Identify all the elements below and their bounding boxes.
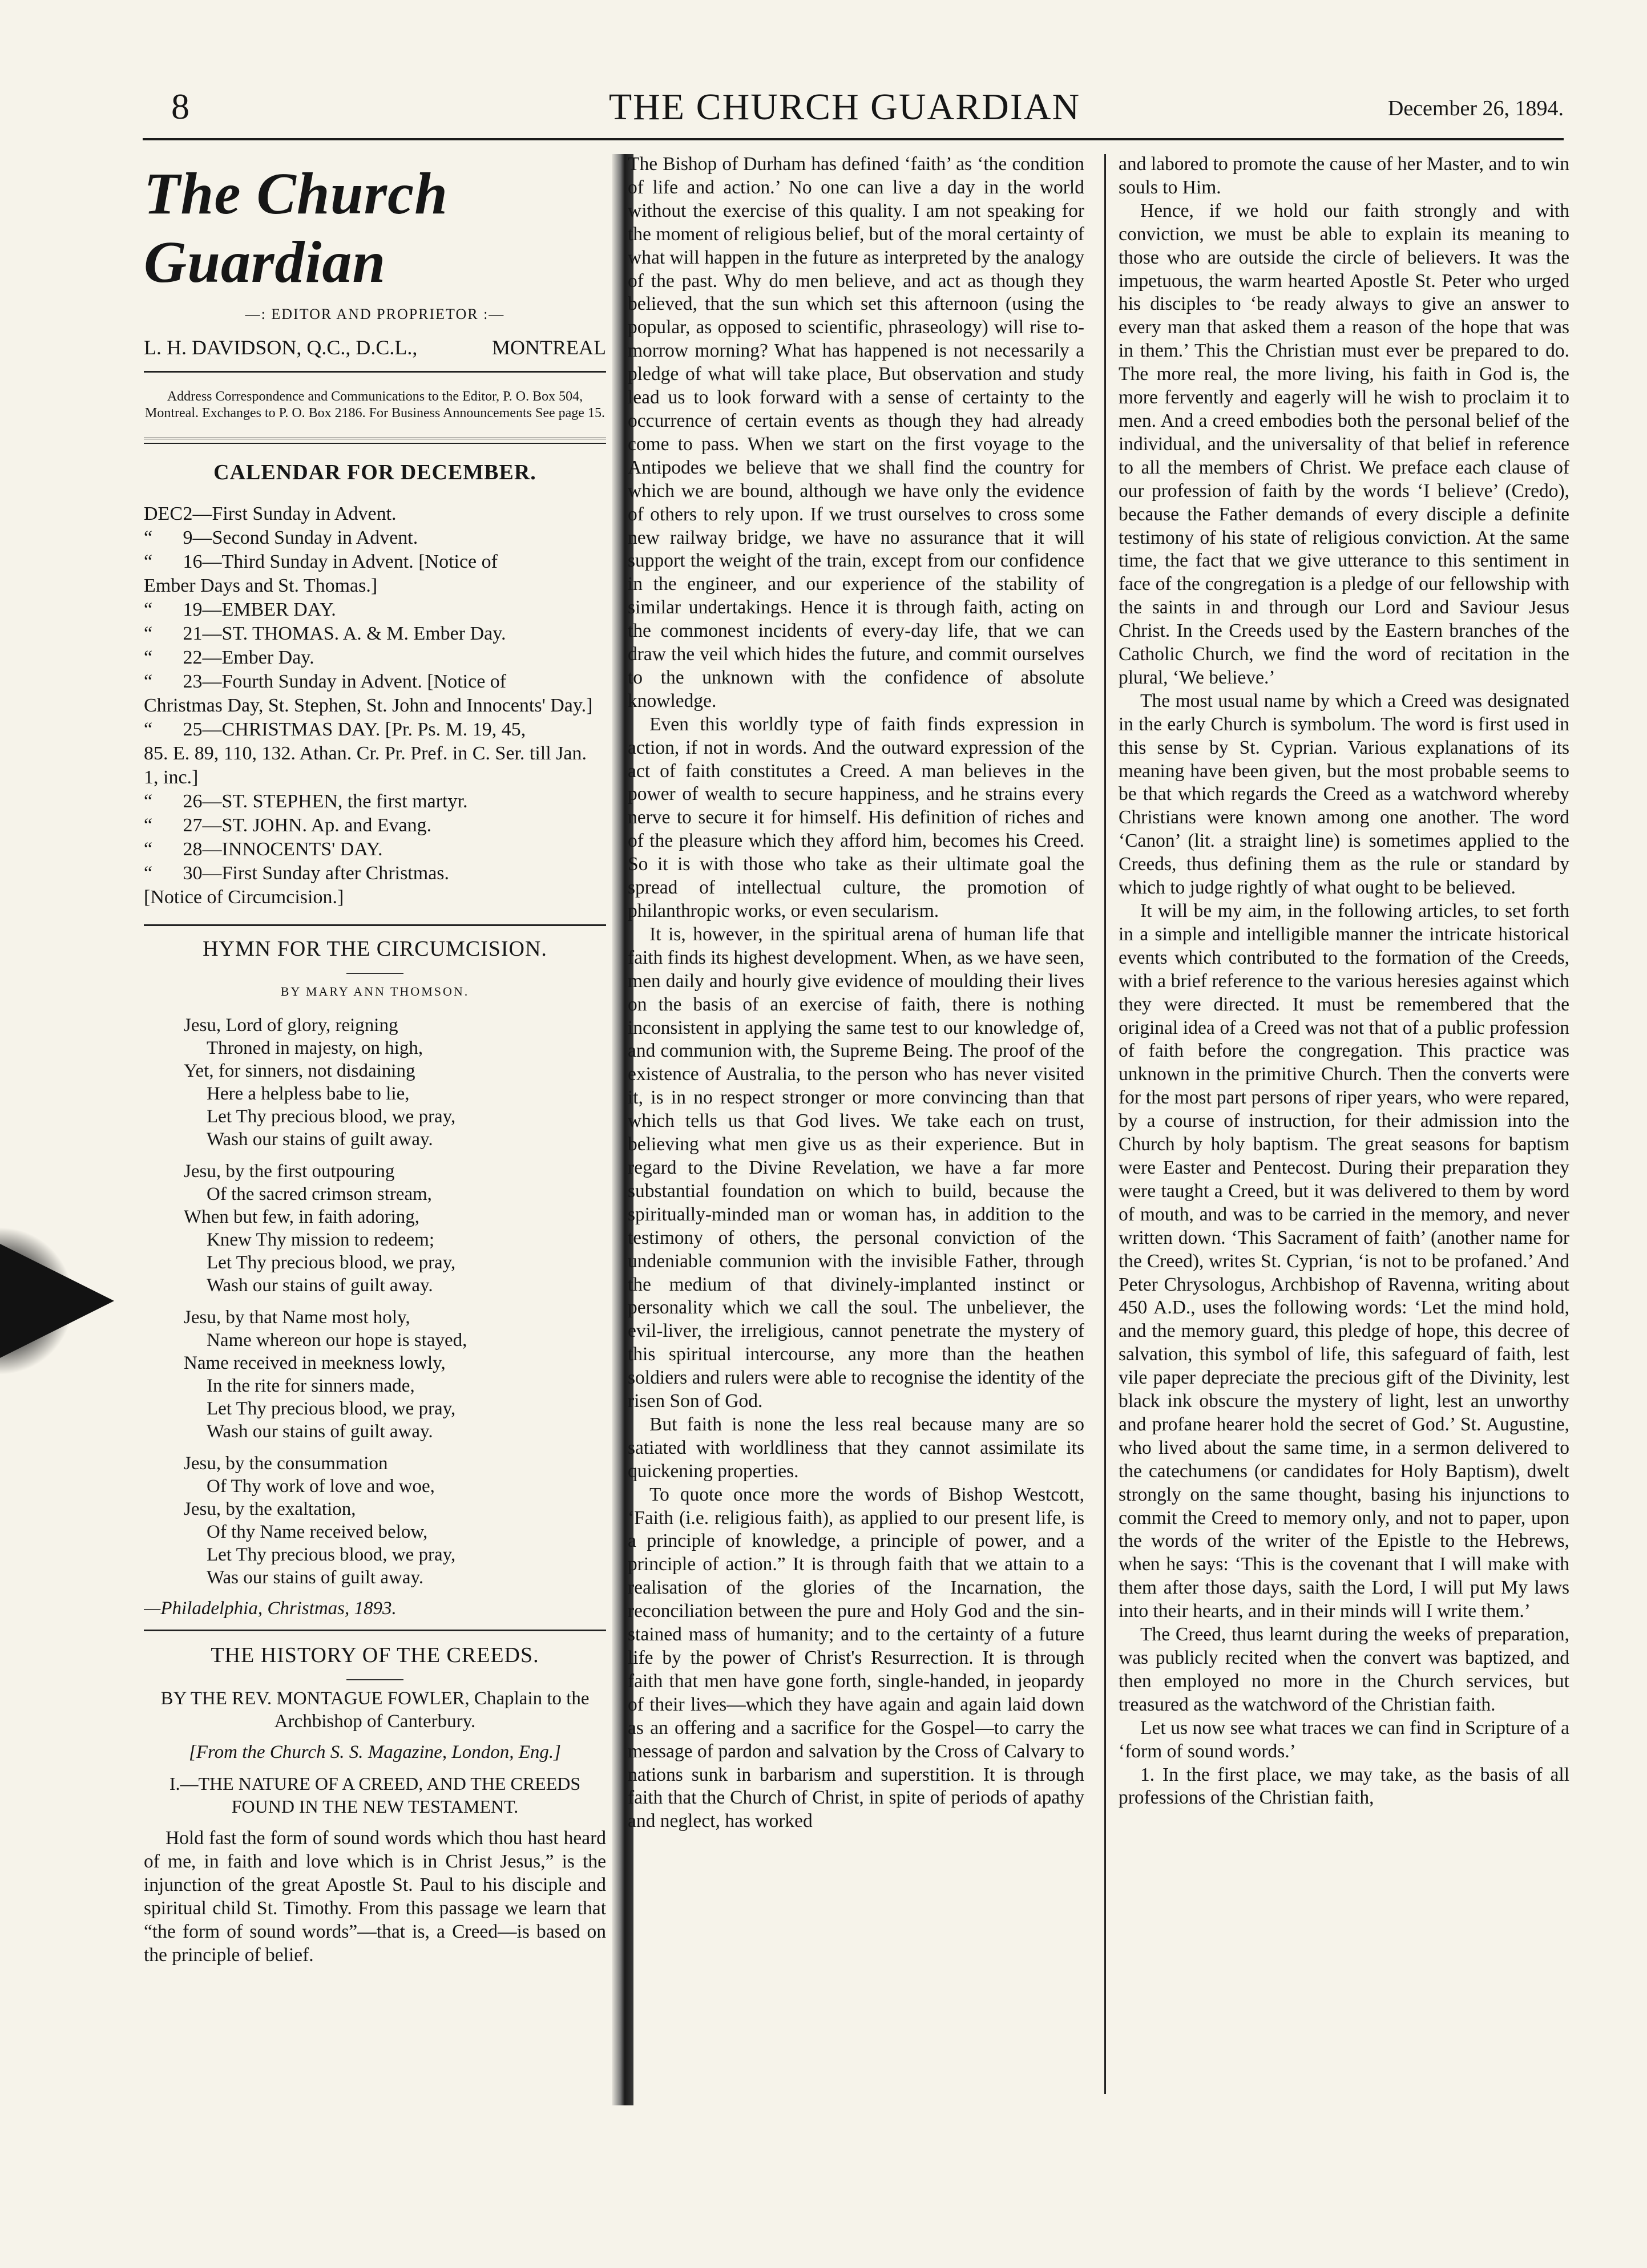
hymn-line: Wash our stains of guilt away. (207, 1421, 433, 1442)
history-source: [From the Church S. S. Magazine, London, Eng.] (188, 1742, 562, 1762)
history-part-heading: I.—THE NATURE OF A CREED, AND THE CREEDS FOUND IN THE NEW TESTAMENT. (169, 1773, 581, 1817)
calendar-entry (144, 526, 606, 550)
running-head (126, 86, 1564, 137)
calendar-entry-prefix: “ (144, 791, 153, 812)
calendar-entry-prefix: “ (144, 863, 153, 884)
divider-rule (144, 371, 606, 373)
calendar-entry-prefix: “ (144, 551, 153, 572)
history-paragraph: Hold fast the form of sound words which thou hast heard of me, in faith and love which is in Christ Jesus,” is the injunction of the great Apostle St. Paul to his disciple and spiritual child St. Timothy. From this passage we learn that “the form of sound words”—that is, a Creed—is based on the principle of belief. (144, 1828, 606, 1966)
hymn-stanza (184, 1160, 606, 1297)
hymn-line: Jesu, by the consummation (184, 1453, 388, 1474)
hymn-line: In the rite for sinners made, (207, 1376, 415, 1396)
article-paragraph: Hence, if we hold our faith strongly and with conviction, we must be able to explain its meaning to those who are outside the circle of believers. It was the impetuous, the warm hearted Apostle St. Peter who urged his disciples to ‘be ready always to give an answer to every man that asked them a reason of the hope that was in them.’ This the Christian must ever be prepared to do. The more real, the more living, his faith in God is, the more fervently and eagerly will he wish to proclaim it to men. And a creed embodies both the personal belief of the individual, and the universality of that belief in reference to all the members of Christ. We preface each clause of our profession of faith by the words ‘I believe’ (Credo), because the Father demands of every disciple a definite testimony of his state of religious conviction. At the same time, the fact that we give utterance to this sentiment in face of the congregation is a pledge of our fellowship with the saints in and through our Lord and Saviour Jesus Christ. In the Creeds used by the Eastern branches of the Catholic Church, we find the word of recitation in the plural, ‘We believe.’ (1119, 200, 1569, 688)
hymn-line: Wash our stains of guilt away. (207, 1275, 433, 1296)
masthead-title: The Church Guardian (144, 161, 449, 295)
calendar-entry-text: 27—ST. JOHN. Ap. and Evang. (178, 815, 432, 836)
editor-label: —: EDITOR AND PROPRIETOR :— (245, 306, 505, 322)
calendar-entry-text: 26—ST. STEPHEN, the first martyr. (178, 791, 468, 812)
article-paragraph: Let us now see what traces we can find in Scripture of a ‘form of sound words.’ (1119, 1717, 1569, 1762)
calendar-entry-prefix: “ (144, 719, 153, 740)
hymn-line: When but few, in faith adoring, (184, 1207, 419, 1227)
calendar-entry (144, 598, 606, 622)
article-paragraph: But faith is none the less real because many are so satiated with worldliness that they cannot assimilate its quickening properties. (628, 1413, 1084, 1482)
calendar-entry-text: 30—First Sunday after Christmas. (178, 863, 450, 884)
calendar-entry (144, 838, 606, 862)
hymn-line: Yet, for sinners, not disdaining (184, 1061, 415, 1081)
hymn-line: Wash our stains of guilt away. (207, 1129, 433, 1150)
page-number: 8 (171, 86, 189, 127)
calendar-entry-text: 16—Third Sunday in Advent. [Notice of (178, 551, 498, 572)
hymn-heading: HYMN FOR THE CIRCUMCISION. (203, 937, 547, 961)
article-paragraph: and labored to promote the cause of her Master, and to win souls to Him. (1119, 153, 1569, 198)
calendar-entry (144, 502, 606, 526)
calendar-entry (144, 790, 606, 814)
hymn-line: Jesu, by the exaltation, (184, 1499, 356, 1519)
calendar-entry-continuation: 85. E. 89, 110, 132. Athan. Cr. Pr. Pref. in C. Ser. till Jan. 1, inc.] (144, 743, 587, 788)
hymn-line: Knew Thy mission to redeem; (207, 1230, 434, 1250)
column-3 (1119, 153, 1569, 2104)
short-rule (346, 1679, 403, 1680)
calendar-entry-text: 22—Ember Day. (178, 647, 314, 668)
calendar-heading: CALENDAR FOR DECEMBER. (213, 460, 536, 484)
article-paragraph: To quote once more the words of Bishop Westcott, ‘Faith (i.e. religious faith), as applied to our present life, is a principle of knowledge, a principle of power, and a principle of action.” It is through faith that we attain to a realisation of the glories of the Incarnation, the reconciliation between the pure and Holy God and the sin-stained mass of humanity; and to the certainty of a future life by the power of Christ's Resurrection. It is through faith that men have gone forth, single-handed, in jeopardy of their lives—which they have again and again laid down as an offering and a sacrifice for the Gospel—to carry the message of pardon and salvation by the Cross of Calvary to nations sunk in barbarism and superstition. It is through faith that the Church of Christ, in spite of periods of apathy and neglect, has worked (628, 1483, 1084, 1832)
column-2 (628, 153, 1084, 2104)
calendar-entry-prefix: “ (144, 671, 153, 692)
hymn-line: Jesu, Lord of glory, reigning (184, 1015, 398, 1036)
history-heading: THE HISTORY OF THE CREEDS. (211, 1643, 539, 1667)
hymn-line: Of Thy work of love and woe, (207, 1476, 435, 1497)
calendar-entry-continuation: Christmas Day, St. Stephen, St. John and Innocents' Day.] (144, 695, 593, 716)
pointing-hand-icon (0, 1244, 114, 1358)
hymn-stanza (184, 1306, 606, 1443)
calendar-entry-text: 28—INNOCENTS' DAY. (178, 839, 383, 860)
article-paragraph: The most usual name by which a Creed was designated in the early Church is symbolum. The word is first used in this sense by St. Cyprian. Various explanations of its meaning have been given, but the most probable seems to be that which regards the Creed as a watchword whereby Christians were known among one another. The word ‘Canon’ (lit. a straight line) is sometimes applied to the Creeds, thus defining them as the rule or standard by which to judge rightly of what ought to be believed. (1119, 690, 1569, 899)
calendar-entry-continuation: Ember Days and St. Thomas.] (144, 575, 378, 596)
short-rule (346, 973, 403, 974)
calendar-entry-continuation: [Notice of Circumcision.] (144, 887, 344, 908)
hymn-line: Let Thy precious blood, we pray, (207, 1252, 456, 1273)
editor-city: MONTREAL (492, 336, 606, 359)
calendar-entry-prefix: “ (144, 647, 153, 668)
calendar-entry-prefix: DEC. (144, 503, 188, 524)
calendar-entry-text: 23—Fourth Sunday in Advent. [Notice of (178, 671, 507, 692)
hymn-line: Name received in meekness lowly, (184, 1353, 446, 1373)
calendar-entry-text: 21—ST. THOMAS. A. & M. Ember Day. (178, 623, 506, 644)
hymn-line: Let Thy precious blood, we pray, (207, 1398, 456, 1419)
calendar-list (144, 502, 606, 909)
divider-double-rule (144, 438, 606, 444)
hymn-line: Of the sacred crimson stream, (207, 1184, 432, 1204)
article-paragraph: The Bishop of Durham has defined ‘faith’ as ‘the condition of life and action.’ No one can live a day in the world without the exercise of this quality. I am not speaking for the moment of religious belief, but of the moral certainty of what will happen in the future as interpreted by the analogy of the past. Why do men believe, and act as though they believed, that the sun which set this afternoon (using the popular, as opposed to scientific, phraseology) will rise to-morrow morning? What has happened is not necessarily a pledge of what will take place, But observation and study lead us to look forward with a sense of certainty to the occurrence of certain events as though they had already come to pass. When we start on the first voyage to the Antipodes we believe that we shall find the country for which we are bound, although we have only the evidence of others to rely upon. If we trust ourselves to cross some new railway bridge, we have no assurance that it will support the weight of the train, except from our confidence in the engineer, and our experience of the stability of similar undertakings. Hence it is through faith, acting on the commonest incidents of every-day life, that we can draw the veil which hides the future, and commit ourselves to the unknown with the confidence of absolute knowledge. (628, 153, 1084, 711)
hymn-line: Let Thy precious blood, we pray, (207, 1545, 456, 1565)
hymn-line: Throned in majesty, on high, (207, 1038, 423, 1058)
calendar-entry (144, 550, 606, 574)
column-divider (1104, 154, 1106, 2094)
calendar-entry-prefix: “ (144, 839, 153, 860)
column-1 (144, 153, 606, 2104)
article-paragraph: Even this worldly type of faith finds expression in action, if not in words. And the outward expression of the act of faith constitutes a Creed. A man believes in the power of wealth to secure happiness, and he strains every nerve to secure it for himself. His definition of riches and of the pleasure which they afford him, becomes his Creed. So it is with those who take as their ultimate goal the spread of intellectual culture, the promotion of philanthropic works, or even secularism. (628, 713, 1084, 921)
hymn-line: Of thy Name received below, (207, 1522, 428, 1542)
article-paragraph: It will be my aim, in the following articles, to set forth in a simple and intelligible manner the intricate historical events which contributed to the formation of the Creeds, with a brief reference to the various heresies against which they were directed. It must be remembered that the original idea of a Creed was not that of a public profession of faith before the congregation. This practice was unknown in the primitive Church. Then the converts were for the most part persons of riper years, who were repared, by a course of instruction, for their admission into the Church by holy baptism. The great seasons for baptism were Easter and Pentecost. During their preparation they were taught a Creed, but it was delivered to them by word of mouth, and was to be carried in the memory, and never written down. ‘This Sacrament of faith’ (another name for the Creed), writes St. Cyprian, ‘is not to be profaned.’ And Peter Chrysologus, Archbishop of Ravenna, writing about 450 A.D., uses the following words: ‘Let the mind hold, and the memory guard, this pledge of hope, this decree of salvation, this symbol of life, this safeguard of faith, lest vile paper depreciate the precious gift of the Divinity, lest black ink obscure the mystery of light, lest an unworthy and profane hearer hold the secret of God.’ St. Augustine, who lived about the same time, in a sermon delivered to the catechumens (or candidates for Holy Baptism), dwelt strongly on the same thought, basing his injunctions to commit the Creed to memory only, and not to paper, upon the words of the writer of the Epistle to the Hebrews, when he says: ‘This is the covenant that I will make with them after those days, saith the Lord, I will put My laws into their hearts, and in their minds will I write them.’ (1119, 900, 1569, 1622)
article-paragraph: 1. In the first place, we may take, as the basis of all professions of the Christian faith, (1119, 1764, 1569, 1809)
hymn-line: Let Thy precious blood, we pray, (207, 1106, 456, 1127)
calendar-entry-prefix: “ (144, 599, 153, 620)
calendar-entry (144, 814, 606, 838)
divider-rule (144, 924, 606, 926)
hymn-byline: BY MARY ANN THOMSON. (280, 984, 470, 998)
hymn-attribution: —Philadelphia, Christmas, 1893. (144, 1598, 397, 1619)
calendar-entry-text: 9—Second Sunday in Advent. (178, 527, 418, 548)
hymn-line: Name whereon our hope is stayed, (207, 1330, 467, 1351)
history-author: BY THE REV. MONTAGUE FOWLER, Chaplain to the Archbishop of Canterbury. (160, 1688, 590, 1732)
issue-date: December 26, 1894. (1387, 96, 1564, 120)
calendar-entry (144, 670, 606, 694)
hymn-line: Was our stains of guilt away. (207, 1567, 424, 1588)
address-notice: Address Correspondence and Communications to the Editor, P. O. Box 504, Montreal. Exchanges to P. O. Box 2186. For Business Announcements See page 15. (145, 389, 605, 421)
editor-line (144, 334, 606, 361)
article-paragraph: It is, however, in the spiritual arena of human life that faith finds its highest development. When, as we have seen, men daily and hourly give evidence of moulding their lives on the basis of an exercise of faith, there is nothing inconsistent in applying the same test to our knowledge of, and communion with, the Supreme Being. The proof of the existence of Australia, to the person who has never visited it, is in no respect stronger or more convincing than that which tells us that God lives. We take each on trust, believing what men give us as their experience. But in regard to the Divine Revelation, we have a far more substantial foundation on which to build, because the spiritually-minded man or woman has, in addition to the testimony of others, the personal conviction of the undeniable communion with the invisible Father, through the medium of that divinely-implanted instinct or personality which we call the soul. The unbeliever, the evil-liver, the irreligious, cannot penetrate the mystery of this spiritual intercourse, any more than the heathen soldiers and rulers were able to recognise the identity of the risen Son of God. (628, 923, 1084, 1412)
article-paragraph: The Creed, thus learnt during the weeks of preparation, was publicly recited when the convert was baptized, and then employed no more in the Church services, but treasured as the watchword of the Christian faith. (1119, 1624, 1569, 1715)
editor-name: L. H. DAVIDSON, Q.C., D.C.L., (144, 336, 418, 359)
divider-rule (144, 1630, 606, 1631)
calendar-entry (144, 718, 606, 742)
calendar-entry (144, 646, 606, 670)
hymn-stanza (184, 1452, 606, 1589)
calendar-entry (144, 622, 606, 646)
calendar-entry (144, 862, 606, 886)
hymn-stanza (184, 1014, 606, 1151)
hymn-line: Jesu, by that Name most holy, (184, 1307, 410, 1328)
calendar-entry-text: 25—CHRISTMAS DAY. [Pr. Ps. M. 19, 45, (178, 719, 526, 740)
hymn-stanzas (144, 1014, 606, 1589)
header-rule (143, 138, 1564, 140)
calendar-entry-text: 19—EMBER DAY. (178, 599, 336, 620)
hymn-line: Jesu, by the first outpouring (184, 1161, 395, 1182)
calendar-entry-prefix: “ (144, 623, 153, 644)
calendar-entry-prefix: “ (144, 527, 153, 548)
hymn-line: Here a helpless babe to lie, (207, 1084, 410, 1104)
calendar-entry-prefix: “ (144, 815, 153, 836)
calendar-entry-text: 2—First Sunday in Advent. (178, 503, 397, 524)
newspaper-title: THE CHURCH GUARDIAN (608, 86, 1081, 128)
